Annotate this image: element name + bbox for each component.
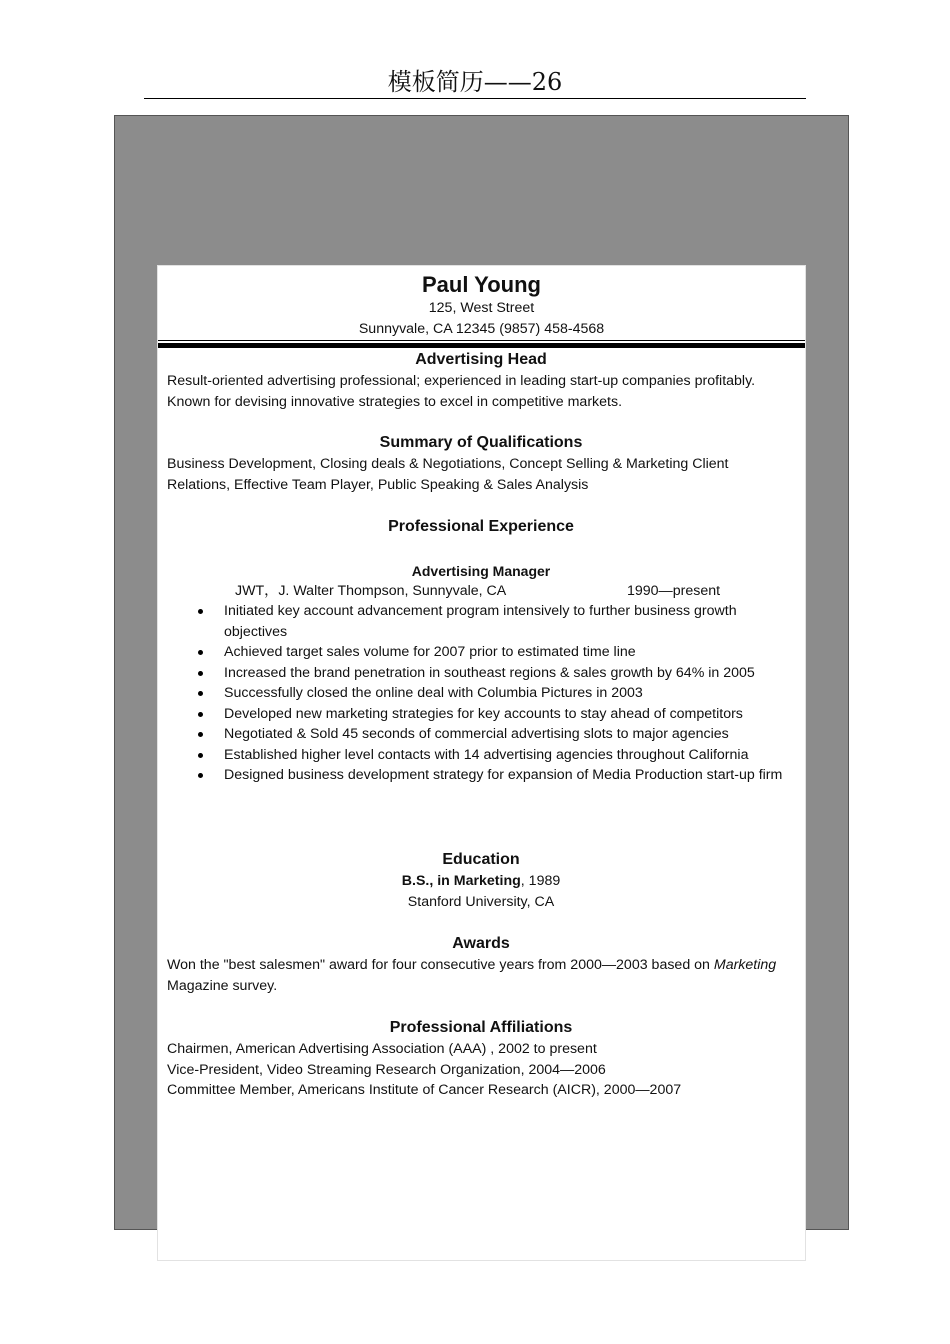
job-entry	[167, 561, 795, 786]
candidate-name: Paul Young	[422, 272, 541, 297]
education-year: , 1989	[520, 873, 561, 889]
experience-section	[167, 516, 795, 538]
list-item: Initiated key account advancement program intensively to further business growth objectives	[167, 601, 795, 642]
document-title: 模板简历——26	[387, 68, 563, 96]
education-heading: Education	[442, 851, 520, 868]
education-degree: B.S., in Marketing	[401, 873, 521, 889]
education-section	[167, 849, 795, 912]
bullet-icon	[198, 712, 203, 717]
header-divider-thick	[158, 343, 805, 348]
awards-text: Won the "best salesmen" award for four consecutive years from 2000—2003 based on Marketing Magazine survey.	[167, 957, 777, 994]
list-item: Increased the brand penetration in southeast regions & sales growth by 64% in 2005	[167, 663, 795, 684]
qualifications-text: Business Development, Closing deals & Negotiations, Concept Selling & Marketing Client Relations, Effective Team Player, Public Speaking & Sales Analysis	[167, 456, 729, 493]
bullet-icon	[198, 691, 203, 696]
objective-section	[167, 349, 795, 412]
list-item: Committee Member, Americans Institute of Cancer Research (AICR), 2000—2007	[167, 1082, 682, 1098]
bullet-icon	[198, 732, 203, 737]
objective-text: Result-oriented advertising professional; experienced in leading start-up companies profitably. Known for devising innovative strategies to excel in competitive markets.	[167, 373, 756, 410]
objective-heading: Advertising Head	[415, 351, 547, 368]
address-line-1: 125, West Street	[428, 300, 535, 316]
list-item: Successfully closed the online deal with Columbia Pictures in 2003	[167, 683, 795, 704]
education-school: Stanford University, CA	[407, 893, 555, 910]
job-title: Advertising Manager	[411, 563, 551, 579]
job-achievements-list	[167, 601, 795, 786]
qualifications-section	[167, 432, 795, 495]
list-item: Negotiated & Sold 45 seconds of commercial advertising slots to major agencies	[167, 724, 795, 745]
affiliations-section	[167, 1017, 795, 1101]
experience-heading: Professional Experience	[388, 518, 574, 535]
list-item: Vice-President, Video Streaming Research Organization, 2004—2006	[167, 1061, 606, 1078]
list-item: Chairmen, American Advertising Association (AAA) , 2002 to present	[167, 1041, 597, 1057]
job-dates: 1990—present	[627, 583, 721, 599]
list-item: Developed new marketing strategies for key accounts to stay ahead of competitors	[167, 704, 795, 725]
list-item: Established higher level contacts with 14 advertising agencies throughout California	[167, 745, 795, 766]
bullet-icon	[198, 609, 203, 614]
bullet-icon	[198, 650, 203, 655]
awards-section	[167, 933, 795, 996]
bullet-icon	[198, 671, 203, 676]
affiliations-heading: Professional Affiliations	[389, 1019, 573, 1036]
bullet-icon	[198, 773, 203, 778]
qualifications-heading: Summary of Qualifications	[379, 434, 583, 451]
title-underline	[144, 98, 806, 99]
address-line-2: Sunnyvale, CA 12345 (9857) 458-4568	[358, 321, 605, 337]
education-degree-line	[167, 871, 795, 892]
awards-heading: Awards	[452, 935, 510, 952]
resume-sheet	[157, 265, 806, 1261]
bullet-icon	[198, 753, 203, 758]
list-item: Designed business development strategy for expansion of Media Production start-up firm	[167, 765, 795, 786]
job-company-line	[167, 581, 795, 601]
header-divider-thin	[158, 340, 805, 341]
list-item: Achieved target sales volume for 2007 prior to estimated time line	[167, 642, 795, 663]
job-company: JWT，J. Walter Thompson, Sunnyvale, CA	[235, 583, 507, 599]
